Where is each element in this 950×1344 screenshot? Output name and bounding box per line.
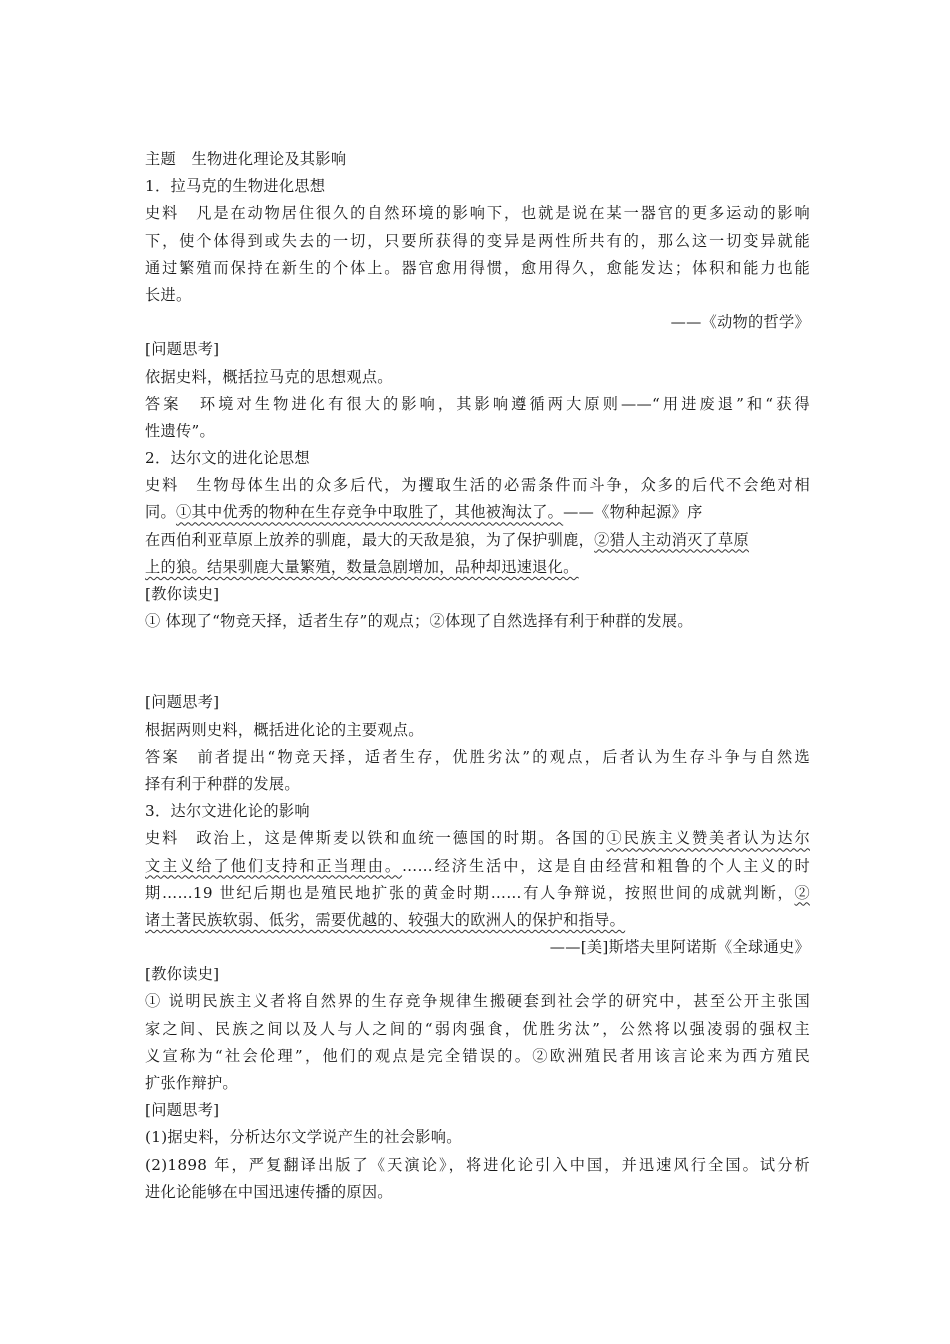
section-1-source-line: 史料 凡是在动物居住很久的自然环境的影响下，也就是说在某一器官的更多运动的影响 xyxy=(145,204,810,223)
section-2-question: 根据两则史料，概括进化论的主要观点。 xyxy=(145,720,424,739)
section-3-question-2-line: (2)1898 年，严复翻译出版了《天演论》，将进化论引入中国，并迅速风行全国。试分析 xyxy=(145,1155,810,1174)
section-1-source-line: 长进。 xyxy=(145,285,192,304)
section-2-reading: ① 体现了“物竞天择，适者生存”的观点；②体现了自然选择有利于种群的发展。 xyxy=(145,612,693,631)
wavy-underlined-text: ② xyxy=(794,883,810,902)
section-3-source-line xyxy=(145,825,810,852)
section-1-source-line: 通过繁殖而保持在新生的个体上。器官愈用得惯，愈用得久，愈能发达；体积和能力也能 xyxy=(145,258,810,277)
source-text: ……经济生活中，这是自由经营和粗鲁的个人主义的时 xyxy=(402,856,811,875)
section-3-reading-line: 义宣称为“社会伦理”，他们的观点是完全错误的。②欧洲殖民者用该言论来为西方殖民 xyxy=(145,1046,810,1065)
source-citation: ——《物种起源》序 xyxy=(563,503,703,522)
source-text: 期……19 世纪后期也是殖民地扩张的黄金时期……有人争辩说，按照世间的成就判断， xyxy=(145,883,795,902)
wavy-underlined-text: 诸土著民族软弱、低劣，需要优越的、较强大的欧洲人的保护和指导。 xyxy=(145,910,626,929)
section-3-reading-line: 扩张作辩护。 xyxy=(145,1074,238,1092)
section-3-reading-label: [教你读史] xyxy=(145,965,220,984)
section-3-source-line xyxy=(145,907,810,934)
section-3-heading: 3．达尔文进化论的影响 xyxy=(145,802,310,821)
section-1-heading: 1．拉马克的生物进化思想 xyxy=(145,177,326,196)
wavy-underlined-text: ②猎人主动消灭了草原 xyxy=(594,530,750,549)
topic-title: 主题 生物进化理论及其影响 xyxy=(145,150,347,168)
section-2-source-line xyxy=(145,527,810,554)
wavy-underlined-text: 上的狼。结果驯鹿大量繁殖，数量急剧增加，品种却迅速退化。 xyxy=(145,557,579,576)
section-1-citation: ——《动物的哲学》 xyxy=(670,313,810,332)
blank-gap xyxy=(145,635,810,689)
section-2-answer-line: 答案 前者提出“物竞天择，适者生存，优胜劣汰”的观点，后者认为生存斗争与自然选 xyxy=(145,747,810,766)
section-3-citation: ——[美]斯塔夫里阿诺斯《全球通史》 xyxy=(549,938,810,957)
section-3-source-line xyxy=(145,853,810,880)
wavy-underlined-text: 文主义给了他们支持和正当理由。 xyxy=(145,856,403,875)
wavy-underlined-text: ①其中优秀的物种在生存竞争中取胜了，其他被淘汰了。 xyxy=(175,503,564,522)
section-3-source-line xyxy=(145,880,810,907)
section-3-question-1: (1)据史料，分析达尔文学说产生的社会影响。 xyxy=(145,1128,462,1147)
section-2-heading: 2．达尔文的进化论思想 xyxy=(145,449,310,468)
section-3-question-2-line: 进化论能够在中国迅速传播的原因。 xyxy=(145,1182,393,1201)
section-3-reading-line: ① 说明民族主义者将自然界的生存竞争规律生搬硬套到社会学的研究中，甚至公开主张国 xyxy=(145,992,810,1011)
section-1-answer-line: 性遗传”。 xyxy=(145,421,216,440)
section-2-source-line xyxy=(145,554,810,581)
section-2-answer-line: 择有利于种群的发展。 xyxy=(145,774,300,793)
section-2-question-label: [问题思考] xyxy=(145,693,220,712)
section-1-answer-line: 答案 环境对生物进化有很大的影响，其影响遵循两大原则——“用进废退”和“获得 xyxy=(145,394,810,413)
wavy-underlined-text: ①民族主义赞美者认为达尔 xyxy=(606,829,810,848)
section-2-source-line xyxy=(145,499,810,526)
section-3-reading-line: 家之间、民族之间以及人与人之间的“弱肉强食，优胜劣汰”，公然将以强凌弱的强权主 xyxy=(145,1019,810,1038)
section-1-question-label: [问题思考] xyxy=(145,340,220,359)
document-page xyxy=(145,146,810,1206)
section-2-source-line: 史料 生物母体生出的众多后代，为攫取生活的必需条件而斗争，众多的后代不会绝对相 xyxy=(145,476,810,495)
source-text: 在西伯利亚草原上放养的驯鹿，最大的天敌是狼，为了保护驯鹿， xyxy=(145,530,595,549)
section-2-reading-label: [教你读史] xyxy=(145,585,220,603)
source-text: 同。 xyxy=(145,503,176,522)
section-1-source-line: 下，使个体得到或失去的一切，只要所获得的变异是两性所共有的，那么这一切变异就能 xyxy=(145,231,810,250)
source-text: 史料 政治上，这是俾斯麦以铁和血统一德国的时期。各国的 xyxy=(145,829,607,848)
section-1-question: 依据史料，概括拉马克的思想观点。 xyxy=(145,367,393,386)
section-3-question-label: [问题思考] xyxy=(145,1101,220,1120)
